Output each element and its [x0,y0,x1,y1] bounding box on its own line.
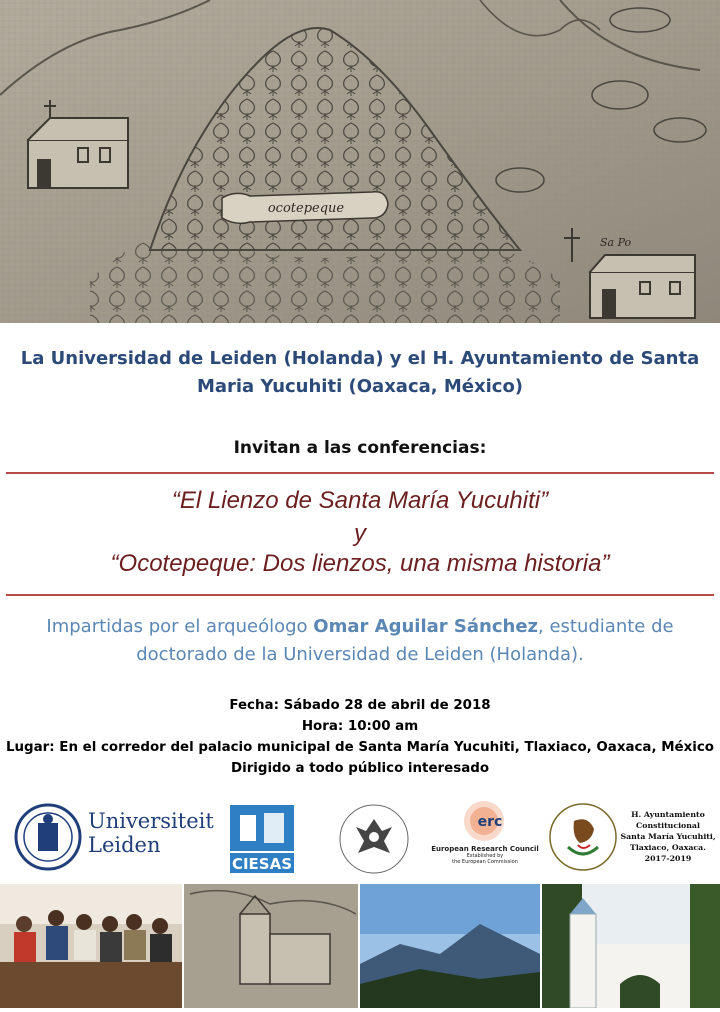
speaker-info [0,613,720,669]
leiden-wordmark [88,809,214,857]
leiden-seal-icon [14,799,82,875]
lienzo-map-illustration [0,0,720,323]
speaker-line-1 [0,613,720,641]
ayto-line-3: Santa María Yucuhiti, [620,832,716,841]
lienzo-hero-image [0,0,720,323]
ciesas-logo-icon [228,803,296,875]
ayto-line-2: Constitucional [636,821,700,830]
sponsor-logos [0,795,720,880]
invite-heading: Invitan a las conferencias: [233,438,487,458]
map-label-sapo: Sa Po [600,236,632,249]
divider-top [6,472,714,474]
talk-connector: y [354,520,366,547]
hosts-heading [0,345,720,401]
erc-caption [430,845,540,865]
erc-acronym: erc [477,814,503,830]
erc-sub-2: the European Commission [452,859,518,865]
photo-mountains [360,884,540,1008]
event-details [0,695,720,779]
ayuntamiento-caption [618,809,718,864]
photo-lienzo-detail [184,884,358,1008]
erc-sub-1: Established by [466,853,504,859]
event-time: Hora: 10:00 am [301,719,419,734]
hosts-line-1: La Universidad de Leiden (Holanda) y el H. Ayuntamiento de Santa [20,348,700,369]
map-label-ocotepeque: ocotepeque [267,201,345,216]
erc-dots-icon [456,799,512,843]
event-place: Lugar: En el corredor del palacio municipal de Santa María Yucuhiti, Tlaxiaco, Oaxaca, México [5,740,714,755]
warsaw-university-eagle-icon [336,801,412,877]
leiden-word-1: Universiteit [88,809,214,833]
ayto-line-1: H. Ayuntamiento [631,810,705,819]
divider-bottom [6,594,714,596]
event-audience: Dirigido a todo público interesado [230,761,490,776]
ciesas-wordmark: CIESAS [231,855,293,873]
photo-meeting [0,884,182,1008]
leiden-word-2: Leiden [88,833,161,857]
ayto-line-5: 2017-2019 [644,854,692,863]
talk-title-2: “Ocotepeque: Dos lienzos, una misma historia” [110,550,610,577]
talk-title-1: “El Lienzo de Santa María Yucuhiti” [171,487,549,514]
speaker-suffix: , estudiante de [538,616,674,637]
ayto-line-4: Tlaxiaco, Oaxaca. [630,843,706,852]
photo-strip [0,884,720,1008]
speaker-name: Omar Aguilar Sánchez [313,616,538,637]
erc-name: European Research Council [431,845,539,853]
speaker-prefix: Impartidas por el arqueólogo [46,616,308,637]
event-date: Fecha: Sábado 28 de abril de 2018 [229,698,491,713]
mexico-coat-of-arms-icon [548,801,618,873]
hosts-line-2: Maria Yucuhiti (Oaxaca, México) [196,376,524,397]
photo-strip-images [0,884,720,1008]
speaker-line-2: doctorado de la Universidad de Leiden (Holanda). [136,644,584,665]
photo-church [542,884,720,1008]
